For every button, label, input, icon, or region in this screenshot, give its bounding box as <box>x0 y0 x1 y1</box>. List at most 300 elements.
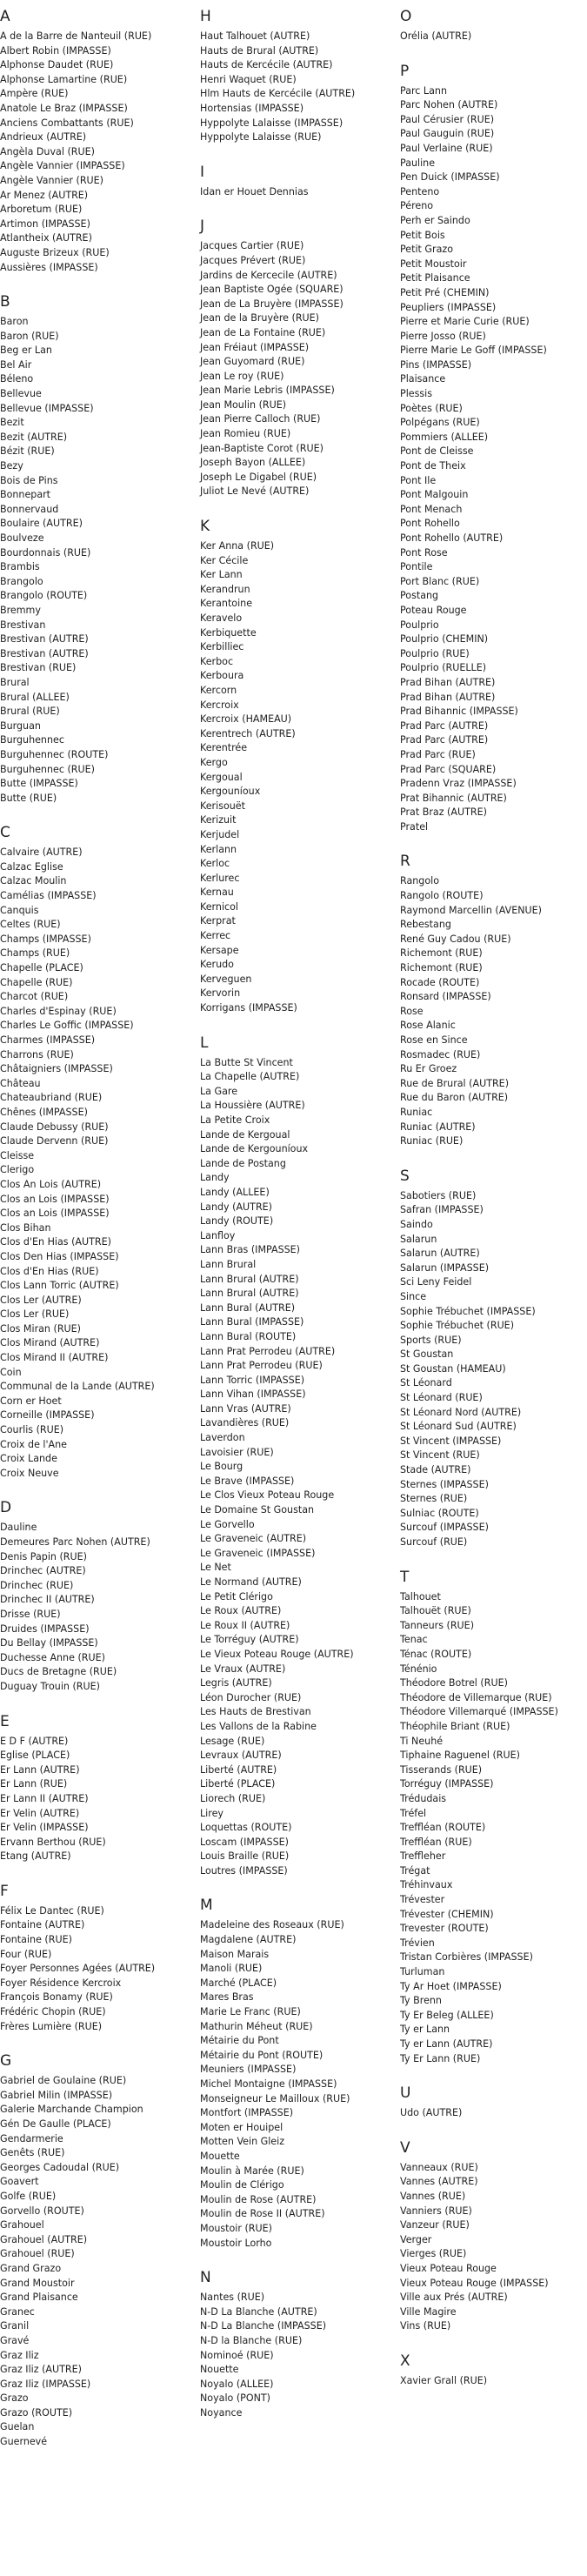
street-link[interactable]: Jean-Baptiste Corot (RUE) <box>200 442 324 454</box>
street-link[interactable]: Motten Vein Gleiz <box>200 2136 285 2148</box>
street-link[interactable]: François Bonamy (RUE) <box>0 1991 113 2004</box>
street-link[interactable]: Butte (IMPASSE) <box>0 778 78 790</box>
street-link[interactable]: Vieux Poteau Rouge (IMPASSE) <box>400 2277 549 2289</box>
street-link[interactable]: Clos Ler (RUE) <box>0 1308 70 1321</box>
street-link[interactable]: Atlantheix (AUTRE) <box>0 232 92 244</box>
street-link[interactable]: Prad Parc (AUTRE) <box>400 734 489 746</box>
street-link[interactable]: Druides (IMPASSE) <box>0 1623 90 1635</box>
street-link[interactable]: René Guy Cadou (RUE) <box>400 933 511 945</box>
street-link[interactable]: Lann Bural (AUTRE) <box>200 1301 296 1314</box>
street-link[interactable]: Ker Cécile <box>200 554 249 566</box>
street-link[interactable]: Félix Le Dantec (RUE) <box>0 1904 104 1917</box>
street-link[interactable]: Moten er Houipel <box>200 2121 283 2133</box>
street-link[interactable]: Lavandières (RUE) <box>200 1417 290 1429</box>
street-link[interactable]: Joseph Le Digabel (RUE) <box>200 471 317 483</box>
street-link[interactable]: Poulprio (CHEMIN) <box>400 633 489 646</box>
street-link[interactable]: Kerprat <box>200 915 236 927</box>
street-link[interactable]: Lann Bras (IMPASSE) <box>200 1244 301 1256</box>
street-link[interactable]: St Léonard Sud (AUTRE) <box>400 1421 517 1433</box>
street-link[interactable]: Bézit (RUE) <box>0 445 55 458</box>
street-link[interactable]: Kerveguen <box>200 973 252 985</box>
street-link[interactable]: Bois de Pins <box>0 474 58 486</box>
street-link[interactable]: Pauline <box>400 157 436 169</box>
street-link[interactable]: Salarun (IMPASSE) <box>400 1261 490 1274</box>
street-link[interactable]: Albert Robin (IMPASSE) <box>0 44 111 57</box>
street-link[interactable]: Magdalene (AUTRE) <box>200 1934 297 1946</box>
street-link[interactable]: Nouette <box>200 2364 239 2376</box>
street-link[interactable]: Liorech (RUE) <box>200 1792 266 1804</box>
street-link[interactable]: Kerentrée <box>200 742 248 754</box>
street-link[interactable]: Le Net <box>200 1562 231 1574</box>
street-link[interactable]: Brangolo (ROUTE) <box>0 590 88 602</box>
street-link[interactable]: Rose <box>400 1005 424 1017</box>
street-link[interactable]: Duchesse Anne (RUE) <box>0 1651 105 1663</box>
street-link[interactable]: Pierre Josso (RUE) <box>400 330 486 342</box>
street-link[interactable]: Genêts (RUE) <box>0 2147 65 2159</box>
street-link[interactable]: Duguay Trouin (RUE) <box>0 1680 100 1692</box>
street-link[interactable]: Théodore Botrel (RUE) <box>400 1677 508 1689</box>
street-link[interactable]: Granil <box>0 2320 30 2332</box>
street-link[interactable]: Canquis <box>0 904 39 916</box>
street-link[interactable]: Bezit (AUTRE) <box>0 431 68 443</box>
street-link[interactable]: Talhouet <box>400 1590 441 1602</box>
street-link[interactable]: Vins (RUE) <box>400 2320 451 2332</box>
street-link[interactable]: Parc Nohen (AUTRE) <box>400 99 498 111</box>
street-link[interactable]: Lande de Kergoual <box>200 1128 290 1141</box>
street-link[interactable]: Perh er Saindo <box>400 214 470 226</box>
street-link[interactable]: Clos Mirand (AUTRE) <box>0 1337 100 1349</box>
street-link[interactable]: Stade (AUTRE) <box>400 1464 471 1476</box>
street-link[interactable]: St Vincent (IMPASSE) <box>400 1435 502 1447</box>
street-link[interactable]: Vannes (RUE) <box>400 2190 466 2202</box>
street-link[interactable]: Péreno <box>400 200 434 212</box>
street-link[interactable]: Kergoual <box>200 771 243 783</box>
street-link[interactable]: Torréguy (IMPASSE) <box>400 1778 494 1790</box>
street-link[interactable]: Ty Ar Hoet (IMPASSE) <box>400 1980 502 1992</box>
street-link[interactable]: Ville aux Prés (AUTRE) <box>400 2292 508 2304</box>
street-link[interactable]: Drisse (RUE) <box>0 1608 61 1620</box>
street-link[interactable]: Charles d'Espinay (RUE) <box>0 1005 117 1017</box>
street-link[interactable]: Kerboc <box>200 655 234 667</box>
street-link[interactable]: Fontaine (AUTRE) <box>0 1919 85 1931</box>
street-link[interactable]: Drinchec II (AUTRE) <box>0 1594 95 1606</box>
street-link[interactable]: Rue de Brural (AUTRE) <box>400 1077 510 1089</box>
street-link[interactable]: Liberté (AUTRE) <box>200 1763 277 1776</box>
street-link[interactable]: Port Blanc (RUE) <box>400 575 480 587</box>
street-link[interactable]: Demeures Parc Nohen (AUTRE) <box>0 1536 150 1548</box>
street-link[interactable]: Brural <box>0 676 30 688</box>
street-link[interactable]: Le Bourg <box>200 1461 243 1473</box>
street-link[interactable]: Angèle Vannier (IMPASSE) <box>0 160 125 172</box>
street-link[interactable]: Calvaire (AUTRE) <box>0 846 83 859</box>
street-link[interactable]: Prat Braz (AUTRE) <box>400 806 487 819</box>
street-link[interactable]: Idan er Houet Dennias <box>200 185 309 197</box>
street-link[interactable]: Moulin de Clérigo <box>200 2179 284 2191</box>
street-link[interactable]: Aussières (IMPASSE) <box>0 261 98 273</box>
street-link[interactable]: Grahouel (AUTRE) <box>0 2233 88 2245</box>
street-link[interactable]: Marie Le Franc (RUE) <box>200 2006 301 2018</box>
street-link[interactable]: Plessis <box>400 388 433 400</box>
street-link[interactable]: N-D La Blanche (AUTRE) <box>200 2305 317 2318</box>
street-link[interactable]: Béleno <box>0 373 34 385</box>
street-link[interactable]: Grand Plaisance <box>0 2292 78 2304</box>
street-link[interactable]: Kercroix (HAMEAU) <box>200 713 292 726</box>
street-link[interactable]: Châtaigniers (IMPASSE) <box>0 1063 113 1075</box>
street-link[interactable]: Andrieux (AUTRE) <box>0 131 87 144</box>
street-link[interactable]: Jean de la Bruyère (RUE) <box>200 312 320 325</box>
street-link[interactable]: Landy <box>200 1172 230 1184</box>
street-link[interactable]: Runiac <box>400 1106 433 1118</box>
street-link[interactable]: Raymond Marcellin (AVENUE) <box>400 904 542 916</box>
street-link[interactable]: Petit Plaisance <box>400 272 470 284</box>
street-link[interactable]: Jean Pierre Calloch (RUE) <box>200 413 321 425</box>
street-link[interactable]: Bremmy <box>0 604 41 616</box>
street-link[interactable]: Madeleine des Roseaux (RUE) <box>200 1919 344 1931</box>
street-link[interactable]: Kerlurec <box>200 872 240 884</box>
street-link[interactable]: Les Vallons de la Rabine <box>200 1720 317 1732</box>
street-link[interactable]: Le Graveneic (AUTRE) <box>200 1533 307 1545</box>
street-link[interactable]: Kerlann <box>200 843 237 855</box>
street-link[interactable]: A de la Barre de Nanteuil (RUE) <box>0 30 152 42</box>
street-link[interactable]: Rocade (ROUTE) <box>400 976 480 988</box>
street-link[interactable]: Xavier Grall (RUE) <box>400 2374 488 2386</box>
street-link[interactable]: Henri Waquet (RUE) <box>200 73 297 85</box>
street-link[interactable]: Lann Vihan (IMPASSE) <box>200 1388 306 1401</box>
street-link[interactable]: Meuniers (IMPASSE) <box>200 2064 297 2076</box>
street-link[interactable]: Er Lann (RUE) <box>0 1778 68 1790</box>
street-link[interactable]: Hyppolyte Lalaisse (IMPASSE) <box>200 117 344 129</box>
street-link[interactable]: Richemont (RUE) <box>400 947 483 960</box>
street-link[interactable]: Lann Bural (IMPASSE) <box>200 1316 304 1328</box>
street-link[interactable]: Gén De Gaulle (PLACE) <box>0 2118 111 2130</box>
street-link[interactable]: Moustoir Lorho <box>200 2237 272 2249</box>
street-link[interactable]: Kerandrun <box>200 583 250 595</box>
street-link[interactable]: St Goustan <box>400 1348 454 1361</box>
street-link[interactable]: Runiac (AUTRE) <box>400 1121 476 1133</box>
street-link[interactable]: Clos An Lois (AUTRE) <box>0 1178 102 1190</box>
street-link[interactable]: Plaisance <box>400 373 446 385</box>
street-link[interactable]: Clos d'En Hias (AUTRE) <box>0 1236 111 1248</box>
street-link[interactable]: Ty er Lann (AUTRE) <box>400 2038 493 2050</box>
street-link[interactable]: Frères Lumière (RUE) <box>0 2020 103 2032</box>
street-link[interactable]: Le Vraux (AUTRE) <box>200 1663 286 1675</box>
street-link[interactable]: Camélias (IMPASSE) <box>0 890 97 902</box>
street-link[interactable]: Château <box>0 1077 41 1089</box>
street-link[interactable]: Rue du Baron (AUTRE) <box>400 1092 509 1104</box>
street-link[interactable]: Runiac (RUE) <box>400 1135 464 1147</box>
street-link[interactable]: Tréfel <box>400 1807 427 1819</box>
street-link[interactable]: Métairie du Pont <box>200 2035 279 2047</box>
street-link[interactable]: Bonnepart <box>0 489 51 501</box>
street-link[interactable]: Rose Alanic <box>400 1020 456 1032</box>
street-link[interactable]: Lande de Kergouníoux <box>200 1143 309 1155</box>
street-link[interactable]: Claude Dervenn (RUE) <box>0 1135 109 1147</box>
street-link[interactable]: Poteau Rouge <box>400 604 467 616</box>
street-link[interactable]: Loutres (IMPASSE) <box>200 1864 288 1877</box>
street-link[interactable]: Pont Menach <box>400 503 463 515</box>
street-link[interactable]: Saindo <box>400 1218 433 1230</box>
street-link[interactable]: Arboretum (RUE) <box>0 204 83 216</box>
street-link[interactable]: Maison Marais <box>200 1948 270 1960</box>
street-link[interactable]: Eglise (PLACE) <box>0 1750 70 1762</box>
street-link[interactable]: Kernicol <box>200 900 238 913</box>
street-link[interactable]: Vieux Poteau Rouge <box>400 2262 497 2274</box>
street-link[interactable]: Prad Bihan (AUTRE) <box>400 676 496 688</box>
street-link[interactable]: Clos d'En Hias (RUE) <box>0 1265 99 1277</box>
street-link[interactable]: Montfort (IMPASSE) <box>200 2107 294 2119</box>
street-link[interactable]: Sophie Trébuchet (IMPASSE) <box>400 1305 536 1317</box>
street-link[interactable]: St Léonard Nord (AUTRE) <box>400 1406 522 1418</box>
street-link[interactable]: Clos Bihan <box>0 1221 51 1234</box>
street-link[interactable]: Théodore de Villemarque (RUE) <box>400 1691 552 1703</box>
street-link[interactable]: Graz Iliz <box>0 2349 39 2361</box>
street-link[interactable]: Lann Vras (AUTRE) <box>200 1402 291 1415</box>
street-link[interactable]: Gabriel de Goulaine (RUE) <box>0 2075 127 2087</box>
street-link[interactable]: Courlis (RUE) <box>0 1424 64 1436</box>
street-link[interactable]: Orélia (AUTRE) <box>400 30 472 42</box>
street-link[interactable]: Grahouel (RUE) <box>0 2248 75 2260</box>
street-link[interactable]: Joseph Bayon (ALLEE) <box>200 457 306 469</box>
street-link[interactable]: Cleisse <box>0 1149 35 1161</box>
street-link[interactable]: La Butte St Vincent <box>200 1056 293 1068</box>
street-link[interactable]: Kercroix <box>200 699 239 711</box>
street-link[interactable]: Le Roux II (AUTRE) <box>200 1619 290 1631</box>
street-link[interactable]: Nantes (RUE) <box>200 2292 265 2304</box>
street-link[interactable]: Since <box>400 1290 427 1302</box>
street-link[interactable]: Kerudo <box>200 959 234 971</box>
street-link[interactable]: Pontile <box>400 561 433 573</box>
street-link[interactable]: Paul Cérusier (RUE) <box>400 113 495 125</box>
street-link[interactable]: Liberté (PLACE) <box>200 1778 276 1790</box>
street-link[interactable]: Landy (ALLEE) <box>200 1186 270 1198</box>
street-link[interactable]: St Vincent (RUE) <box>400 1449 480 1462</box>
street-link[interactable]: Kersape <box>200 944 239 956</box>
street-link[interactable]: Anatole Le Braz (IMPASSE) <box>0 102 128 114</box>
street-link[interactable]: Clos Mirand II (AUTRE) <box>0 1352 109 1364</box>
street-link[interactable]: Artimon (IMPASSE) <box>0 217 90 230</box>
street-link[interactable]: Baron (RUE) <box>0 330 59 342</box>
street-link[interactable]: Les Hauts de Brestivan <box>200 1706 311 1718</box>
street-link[interactable]: Jean Romieu (RUE) <box>200 428 291 440</box>
street-link[interactable]: Kerjudel <box>200 828 240 840</box>
street-link[interactable]: Burguhennec <box>0 734 64 746</box>
street-link[interactable]: Rosmadec (RUE) <box>400 1048 481 1061</box>
street-link[interactable]: Clos Ler (AUTRE) <box>0 1294 82 1306</box>
street-link[interactable]: Charles Le Goffic (IMPASSE) <box>0 1020 134 1032</box>
street-link[interactable]: Pont Rose <box>400 546 448 559</box>
street-link[interactable]: Ker Lann <box>200 569 243 581</box>
street-link[interactable]: St Léonard (RUE) <box>400 1392 483 1404</box>
street-link[interactable]: Vanzeur (RUE) <box>400 2219 470 2231</box>
street-link[interactable]: Manoli (RUE) <box>200 1963 263 1975</box>
street-link[interactable]: Jean Marie Lebris (IMPASSE) <box>200 385 335 397</box>
street-link[interactable]: Clos an Lois (IMPASSE) <box>0 1193 110 1205</box>
street-link[interactable]: Croix Neuve <box>0 1467 59 1479</box>
street-link[interactable]: Lann Prat Perrodeu (AUTRE) <box>200 1345 336 1357</box>
street-link[interactable]: Paul Verlaine (RUE) <box>400 142 493 154</box>
street-link[interactable]: Bonnervaud <box>0 503 59 515</box>
street-link[interactable]: Calzac Moulin <box>0 875 67 887</box>
street-link[interactable]: Kerrec <box>200 930 231 942</box>
street-link[interactable]: Noyalo (ALLEE) <box>200 2378 274 2390</box>
street-link[interactable]: Kerbiquette <box>200 626 257 639</box>
street-link[interactable]: Georges Cadoudal (RUE) <box>0 2161 120 2173</box>
street-link[interactable]: La Chapelle (AUTRE) <box>200 1071 300 1083</box>
street-link[interactable]: Pont de Theix <box>400 460 466 472</box>
street-link[interactable]: Nominoé (RUE) <box>200 2349 274 2361</box>
street-link[interactable]: Métairie du Pont (ROUTE) <box>200 2049 324 2061</box>
street-link[interactable]: Pont Rohello (AUTRE) <box>400 532 504 544</box>
street-link[interactable]: Calzac Eglise <box>0 860 63 873</box>
street-link[interactable]: Prad Bihannic (IMPASSE) <box>400 706 518 718</box>
street-link[interactable]: Corneille (IMPASSE) <box>0 1409 95 1422</box>
street-link[interactable]: Sci Leny Feidel <box>400 1276 472 1288</box>
street-link[interactable]: Haut Talhouet (AUTRE) <box>200 30 310 42</box>
street-link[interactable]: Peupliers (IMPASSE) <box>400 301 497 313</box>
street-link[interactable]: Louis Braille (RUE) <box>200 1850 290 1863</box>
street-link[interactable]: Ducs de Bretagne (RUE) <box>0 1666 117 1678</box>
street-link[interactable]: Safran (IMPASSE) <box>400 1204 484 1216</box>
street-link[interactable]: La Petite Croix <box>200 1114 270 1126</box>
street-link[interactable]: Noyance <box>200 2406 243 2419</box>
street-link[interactable]: Petit Bois <box>400 229 445 241</box>
street-link[interactable]: St Goustan (HAMEAU) <box>400 1362 506 1375</box>
street-link[interactable]: Chapelle (RUE) <box>0 976 73 988</box>
street-link[interactable]: Lann Torric (IMPASSE) <box>200 1374 305 1386</box>
street-link[interactable]: Ronsard (IMPASSE) <box>400 991 491 1003</box>
street-link[interactable]: Vannes (AUTRE) <box>400 2176 478 2188</box>
street-link[interactable]: Ar Menez (AUTRE) <box>0 189 89 201</box>
street-link[interactable]: Brural (ALLEE) <box>0 691 70 703</box>
street-link[interactable]: Kerboura <box>200 670 244 682</box>
street-link[interactable]: Tisserands (RUE) <box>400 1763 483 1776</box>
street-link[interactable]: Goavert <box>0 2176 39 2188</box>
street-link[interactable]: Trévien <box>400 1937 435 1949</box>
street-link[interactable]: Poulprio <box>400 619 439 631</box>
street-link[interactable]: Turluman <box>400 1966 445 1978</box>
street-link[interactable]: Brural (RUE) <box>0 706 60 718</box>
street-link[interactable]: Le Gorvello <box>200 1518 255 1530</box>
street-link[interactable]: Lande de Postang <box>200 1157 286 1169</box>
street-link[interactable]: Petit Pré (CHEMIN) <box>400 286 490 298</box>
street-link[interactable]: Auguste Brizeux (RUE) <box>0 246 110 258</box>
street-link[interactable]: Le Petit Clérigo <box>200 1590 273 1602</box>
street-link[interactable]: Croix de l'Ane <box>0 1438 67 1450</box>
street-link[interactable]: Hyppolyte Lalaisse (RUE) <box>200 131 322 144</box>
street-link[interactable]: Denis Papin (RUE) <box>0 1550 87 1562</box>
street-link[interactable]: Juliot Le Nevé (AUTRE) <box>200 485 310 498</box>
street-link[interactable]: Kergo <box>200 756 228 768</box>
street-link[interactable]: Petit Moustoir <box>400 258 467 270</box>
street-link[interactable]: Kergouníoux <box>200 786 261 798</box>
street-link[interactable]: Pradenn Vraz (IMPASSE) <box>400 778 517 790</box>
street-link[interactable]: Sophie Trébuchet (RUE) <box>400 1320 515 1332</box>
street-link[interactable]: Prad Parc (SQUARE) <box>400 763 497 775</box>
street-link[interactable]: Le Graveneic (IMPASSE) <box>200 1547 316 1559</box>
street-link[interactable]: Ville Magire <box>400 2305 457 2318</box>
street-link[interactable]: Clos Den Hias (IMPASSE) <box>0 1250 119 1262</box>
street-link[interactable]: Hauts de Kercécile (AUTRE) <box>200 59 333 71</box>
street-link[interactable]: Laverdon <box>200 1432 245 1444</box>
street-link[interactable]: Hauts de Brural (AUTRE) <box>200 44 319 57</box>
street-link[interactable]: Pen Duick (IMPASSE) <box>400 171 500 184</box>
street-link[interactable]: Rose en Since <box>400 1034 468 1046</box>
street-link[interactable]: Udo (AUTRE) <box>400 2107 463 2119</box>
street-link[interactable]: Angèle Vannier (RUE) <box>0 174 103 186</box>
street-link[interactable]: Prad Parc (AUTRE) <box>400 719 489 732</box>
street-link[interactable]: Golfe (RUE) <box>0 2190 57 2202</box>
street-link[interactable]: Polpégans (RUE) <box>400 417 480 429</box>
street-link[interactable]: Brestivan (RUE) <box>0 662 77 674</box>
street-link[interactable]: Trevester (ROUTE) <box>400 1923 489 1935</box>
street-link[interactable]: Théophile Briant (RUE) <box>400 1720 510 1732</box>
street-link[interactable]: Corn er Hoet <box>0 1395 62 1407</box>
street-link[interactable]: Kerisouët <box>200 800 245 812</box>
street-link[interactable]: Hlm Hauts de Kercécile (AUTRE) <box>200 88 356 100</box>
street-link[interactable]: Pierre Marie Le Goff (IMPASSE) <box>400 345 547 357</box>
street-link[interactable]: Poètes (RUE) <box>400 402 463 414</box>
street-link[interactable]: St Léonard <box>400 1377 452 1389</box>
street-link[interactable]: Communal de la Lande (AUTRE) <box>0 1381 155 1393</box>
street-link[interactable]: Coin <box>0 1366 22 1378</box>
street-link[interactable]: Le Domaine St Goustan <box>200 1504 315 1516</box>
street-link[interactable]: Moulin à Marée (RUE) <box>200 2165 304 2177</box>
street-link[interactable]: Lann Prat Perrodeu (RUE) <box>200 1360 323 1372</box>
street-link[interactable]: Burguhennec (ROUTE) <box>0 748 109 760</box>
street-link[interactable]: Ty Er Lann (RUE) <box>400 2052 481 2064</box>
street-link[interactable]: Jean de La Fontaine (RUE) <box>200 326 326 338</box>
street-link[interactable]: Pont Ile <box>400 474 437 486</box>
street-link[interactable]: Sternes (RUE) <box>400 1493 468 1505</box>
street-link[interactable]: Kerbilliec <box>200 641 244 653</box>
street-link[interactable]: Rangolo (ROUTE) <box>400 890 484 902</box>
street-link[interactable]: Tenac <box>400 1634 428 1646</box>
street-link[interactable]: Burguan <box>0 719 41 732</box>
street-link[interactable]: Clos Lann Torric (AUTRE) <box>0 1280 119 1292</box>
street-link[interactable]: Galerie Marchande Champion <box>0 2104 143 2116</box>
street-link[interactable]: Beg er Lan <box>0 345 52 357</box>
street-link[interactable]: Gorvello (ROUTE) <box>0 2205 84 2217</box>
street-link[interactable]: Paul Gauguin (RUE) <box>400 128 495 140</box>
street-link[interactable]: Bel Air <box>0 358 32 371</box>
street-link[interactable]: Petit Grazo <box>400 244 453 256</box>
street-link[interactable]: Poulprio (RUE) <box>400 647 470 659</box>
street-link[interactable]: Dauline <box>0 1522 37 1534</box>
street-link[interactable]: Grand Grazo <box>0 2262 62 2274</box>
street-link[interactable]: Ru Er Groez <box>400 1063 457 1075</box>
street-link[interactable]: Chapelle (PLACE) <box>0 962 83 974</box>
street-link[interactable]: Surcouf (RUE) <box>400 1536 468 1548</box>
street-link[interactable]: Marché (PLACE) <box>200 1977 277 1989</box>
street-link[interactable]: Moulin de Rose II (AUTRE) <box>200 2208 325 2220</box>
street-link[interactable]: Le Normand (AUTRE) <box>200 1576 302 1588</box>
street-link[interactable]: Drinchec (RUE) <box>0 1579 74 1591</box>
street-link[interactable]: Ty er Lann <box>400 2024 450 2036</box>
street-link[interactable]: Jacques Prévert (RUE) <box>200 254 306 266</box>
street-link[interactable]: Noyalo (PONT) <box>200 2392 270 2405</box>
street-link[interactable]: Ténénio <box>400 1663 437 1675</box>
street-link[interactable]: E D F (AUTRE) <box>0 1735 69 1747</box>
street-link[interactable]: Salarun (AUTRE) <box>400 1248 480 1260</box>
street-link[interactable]: Moustoir (RUE) <box>200 2222 272 2234</box>
street-link[interactable]: Moulin de Rose (AUTRE) <box>200 2193 317 2205</box>
street-link[interactable]: Jean Baptiste Ogée (SQUARE) <box>200 284 344 296</box>
street-link[interactable]: Poulprio (RUELLE) <box>400 662 487 674</box>
street-link[interactable]: Kerentrech (AUTRE) <box>200 727 296 739</box>
street-link[interactable]: Ampère (RUE) <box>0 88 69 100</box>
street-link[interactable]: Guernevé <box>0 2436 48 2448</box>
street-link[interactable]: Ti Neuhé <box>400 1735 444 1747</box>
